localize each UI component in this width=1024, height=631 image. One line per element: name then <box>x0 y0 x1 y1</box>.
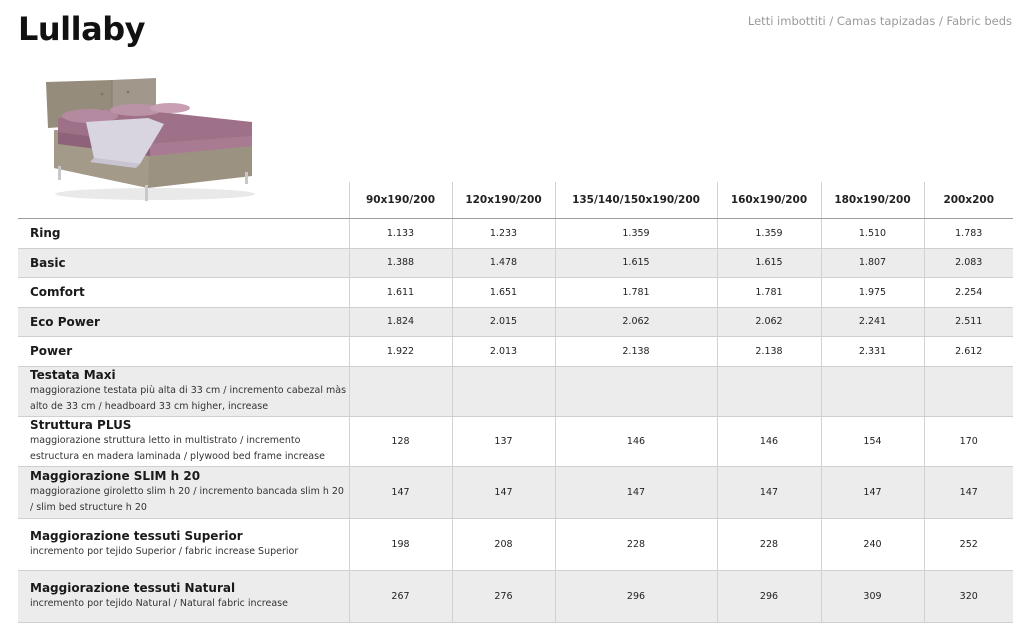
table-cell: 2.138 <box>555 337 717 367</box>
row-label <box>18 466 349 518</box>
row-name: Basic <box>30 255 66 270</box>
table-cell: 147 <box>555 466 717 518</box>
row-name: Maggiorazione SLIM h 20 <box>30 468 201 483</box>
row-label <box>18 219 349 249</box>
table-cell <box>717 366 821 416</box>
table-row <box>18 307 1013 337</box>
table-row <box>18 248 1013 278</box>
row-label <box>18 518 349 570</box>
table-cell: 208 <box>452 518 555 570</box>
table-cell: 137 <box>452 416 555 466</box>
table-cell: 296 <box>555 570 717 622</box>
table-cell: 128 <box>349 416 452 466</box>
table-cell: 2.062 <box>717 307 821 337</box>
table-cell: 1.922 <box>349 337 452 367</box>
table-cell: 2.612 <box>924 337 1013 367</box>
table-cell <box>452 366 555 416</box>
table-cell: 2.254 <box>924 278 1013 308</box>
price-table <box>18 182 1013 623</box>
table-cell: 1.359 <box>555 219 717 249</box>
table-cell: 1.781 <box>717 278 821 308</box>
row-name: Maggiorazione tessuti Superior <box>30 528 243 543</box>
table-row <box>18 366 1013 416</box>
row-description: incremento por tejido Superior / fabric increase Superior <box>30 545 299 557</box>
table-cell: 1.510 <box>821 219 924 249</box>
row-label <box>18 307 349 337</box>
table-cell: 2.083 <box>924 248 1013 278</box>
table-cell: 147 <box>821 466 924 518</box>
table-cell: 309 <box>821 570 924 622</box>
table-row <box>18 570 1013 622</box>
category-breadcrumb: Letti imbottiti / Camas tapizadas / Fabric beds <box>747 14 1012 28</box>
table-cell: 296 <box>717 570 821 622</box>
table-cell: 1.651 <box>452 278 555 308</box>
table-cell: 2.331 <box>821 337 924 367</box>
column-header: 160x190/200 <box>717 182 821 219</box>
row-label <box>18 248 349 278</box>
table-cell: 228 <box>717 518 821 570</box>
table-cell: 2.015 <box>452 307 555 337</box>
table-cell: 2.013 <box>452 337 555 367</box>
table-cell: 267 <box>349 570 452 622</box>
table-cell: 1.824 <box>349 307 452 337</box>
column-header: 180x190/200 <box>821 182 924 219</box>
table-cell: 2.511 <box>924 307 1013 337</box>
table-row <box>18 278 1013 308</box>
column-header: 200x200 <box>924 182 1013 219</box>
row-description: incremento por tejido Natural / Natural fabric increase <box>30 597 288 609</box>
table-cell: 1.388 <box>349 248 452 278</box>
table-cell: 147 <box>349 466 452 518</box>
table-cell: 320 <box>924 570 1013 622</box>
row-label <box>18 337 349 367</box>
table-cell: 240 <box>821 518 924 570</box>
table-cell: 1.615 <box>555 248 717 278</box>
row-name: Maggiorazione tessuti Natural <box>30 580 236 595</box>
table-cell: 1.133 <box>349 219 452 249</box>
table-cell: 228 <box>555 518 717 570</box>
table-cell: 276 <box>452 570 555 622</box>
row-name: Eco Power <box>30 314 100 329</box>
table-cell: 1.233 <box>452 219 555 249</box>
table-cell: 2.138 <box>717 337 821 367</box>
row-label <box>18 416 349 466</box>
table-cell: 147 <box>924 466 1013 518</box>
table-cell: 2.062 <box>555 307 717 337</box>
table-cell: 146 <box>555 416 717 466</box>
table-cell <box>924 366 1013 416</box>
header-row <box>18 182 1013 219</box>
table-cell: 2.241 <box>821 307 924 337</box>
table-row <box>18 466 1013 518</box>
row-name: Struttura PLUS <box>30 417 132 432</box>
row-description: maggiorazione testata più alta di 33 cm / incremento cabezal màs alto de 33 cm / headboard 33 cm higher, increase <box>30 384 347 412</box>
table-row <box>18 416 1013 466</box>
column-header: 120x190/200 <box>452 182 555 219</box>
table-cell: 1.615 <box>717 248 821 278</box>
table-cell: 252 <box>924 518 1013 570</box>
table-cell: 1.807 <box>821 248 924 278</box>
table-cell: 147 <box>717 466 821 518</box>
table-row <box>18 219 1013 249</box>
row-label <box>18 366 349 416</box>
table-cell <box>349 366 452 416</box>
row-name: Power <box>30 344 73 359</box>
table-cell: 1.611 <box>349 278 452 308</box>
table-cell: 146 <box>717 416 821 466</box>
row-name: Ring <box>30 226 61 241</box>
table-cell: 1.359 <box>717 219 821 249</box>
table-cell: 1.975 <box>821 278 924 308</box>
row-name: Testata Maxi <box>30 367 116 382</box>
row-description: maggiorazione giroletto slim h 20 / incremento bancada slim h 20 / slim bed structure h 20 <box>30 485 344 513</box>
table-cell: 170 <box>924 416 1013 466</box>
table-cell <box>555 366 717 416</box>
row-name: Comfort <box>30 285 85 300</box>
column-header: 90x190/200 <box>349 182 452 219</box>
column-header: 135/140/150x190/200 <box>555 182 717 219</box>
table-cell: 198 <box>349 518 452 570</box>
row-label <box>18 278 349 308</box>
table-cell <box>821 366 924 416</box>
table-cell: 1.781 <box>555 278 717 308</box>
table-row <box>18 518 1013 570</box>
page-title: Lullaby <box>18 10 145 48</box>
table-cell: 1.783 <box>924 219 1013 249</box>
table-cell: 154 <box>821 416 924 466</box>
row-description: maggiorazione struttura letto in multistrato / incremento estructura en madera laminada / plywood bed frame increase <box>30 434 325 462</box>
table-row <box>18 337 1013 367</box>
header-corner <box>18 182 349 219</box>
table-cell: 147 <box>452 466 555 518</box>
table-cell: 1.478 <box>452 248 555 278</box>
row-label <box>18 570 349 622</box>
